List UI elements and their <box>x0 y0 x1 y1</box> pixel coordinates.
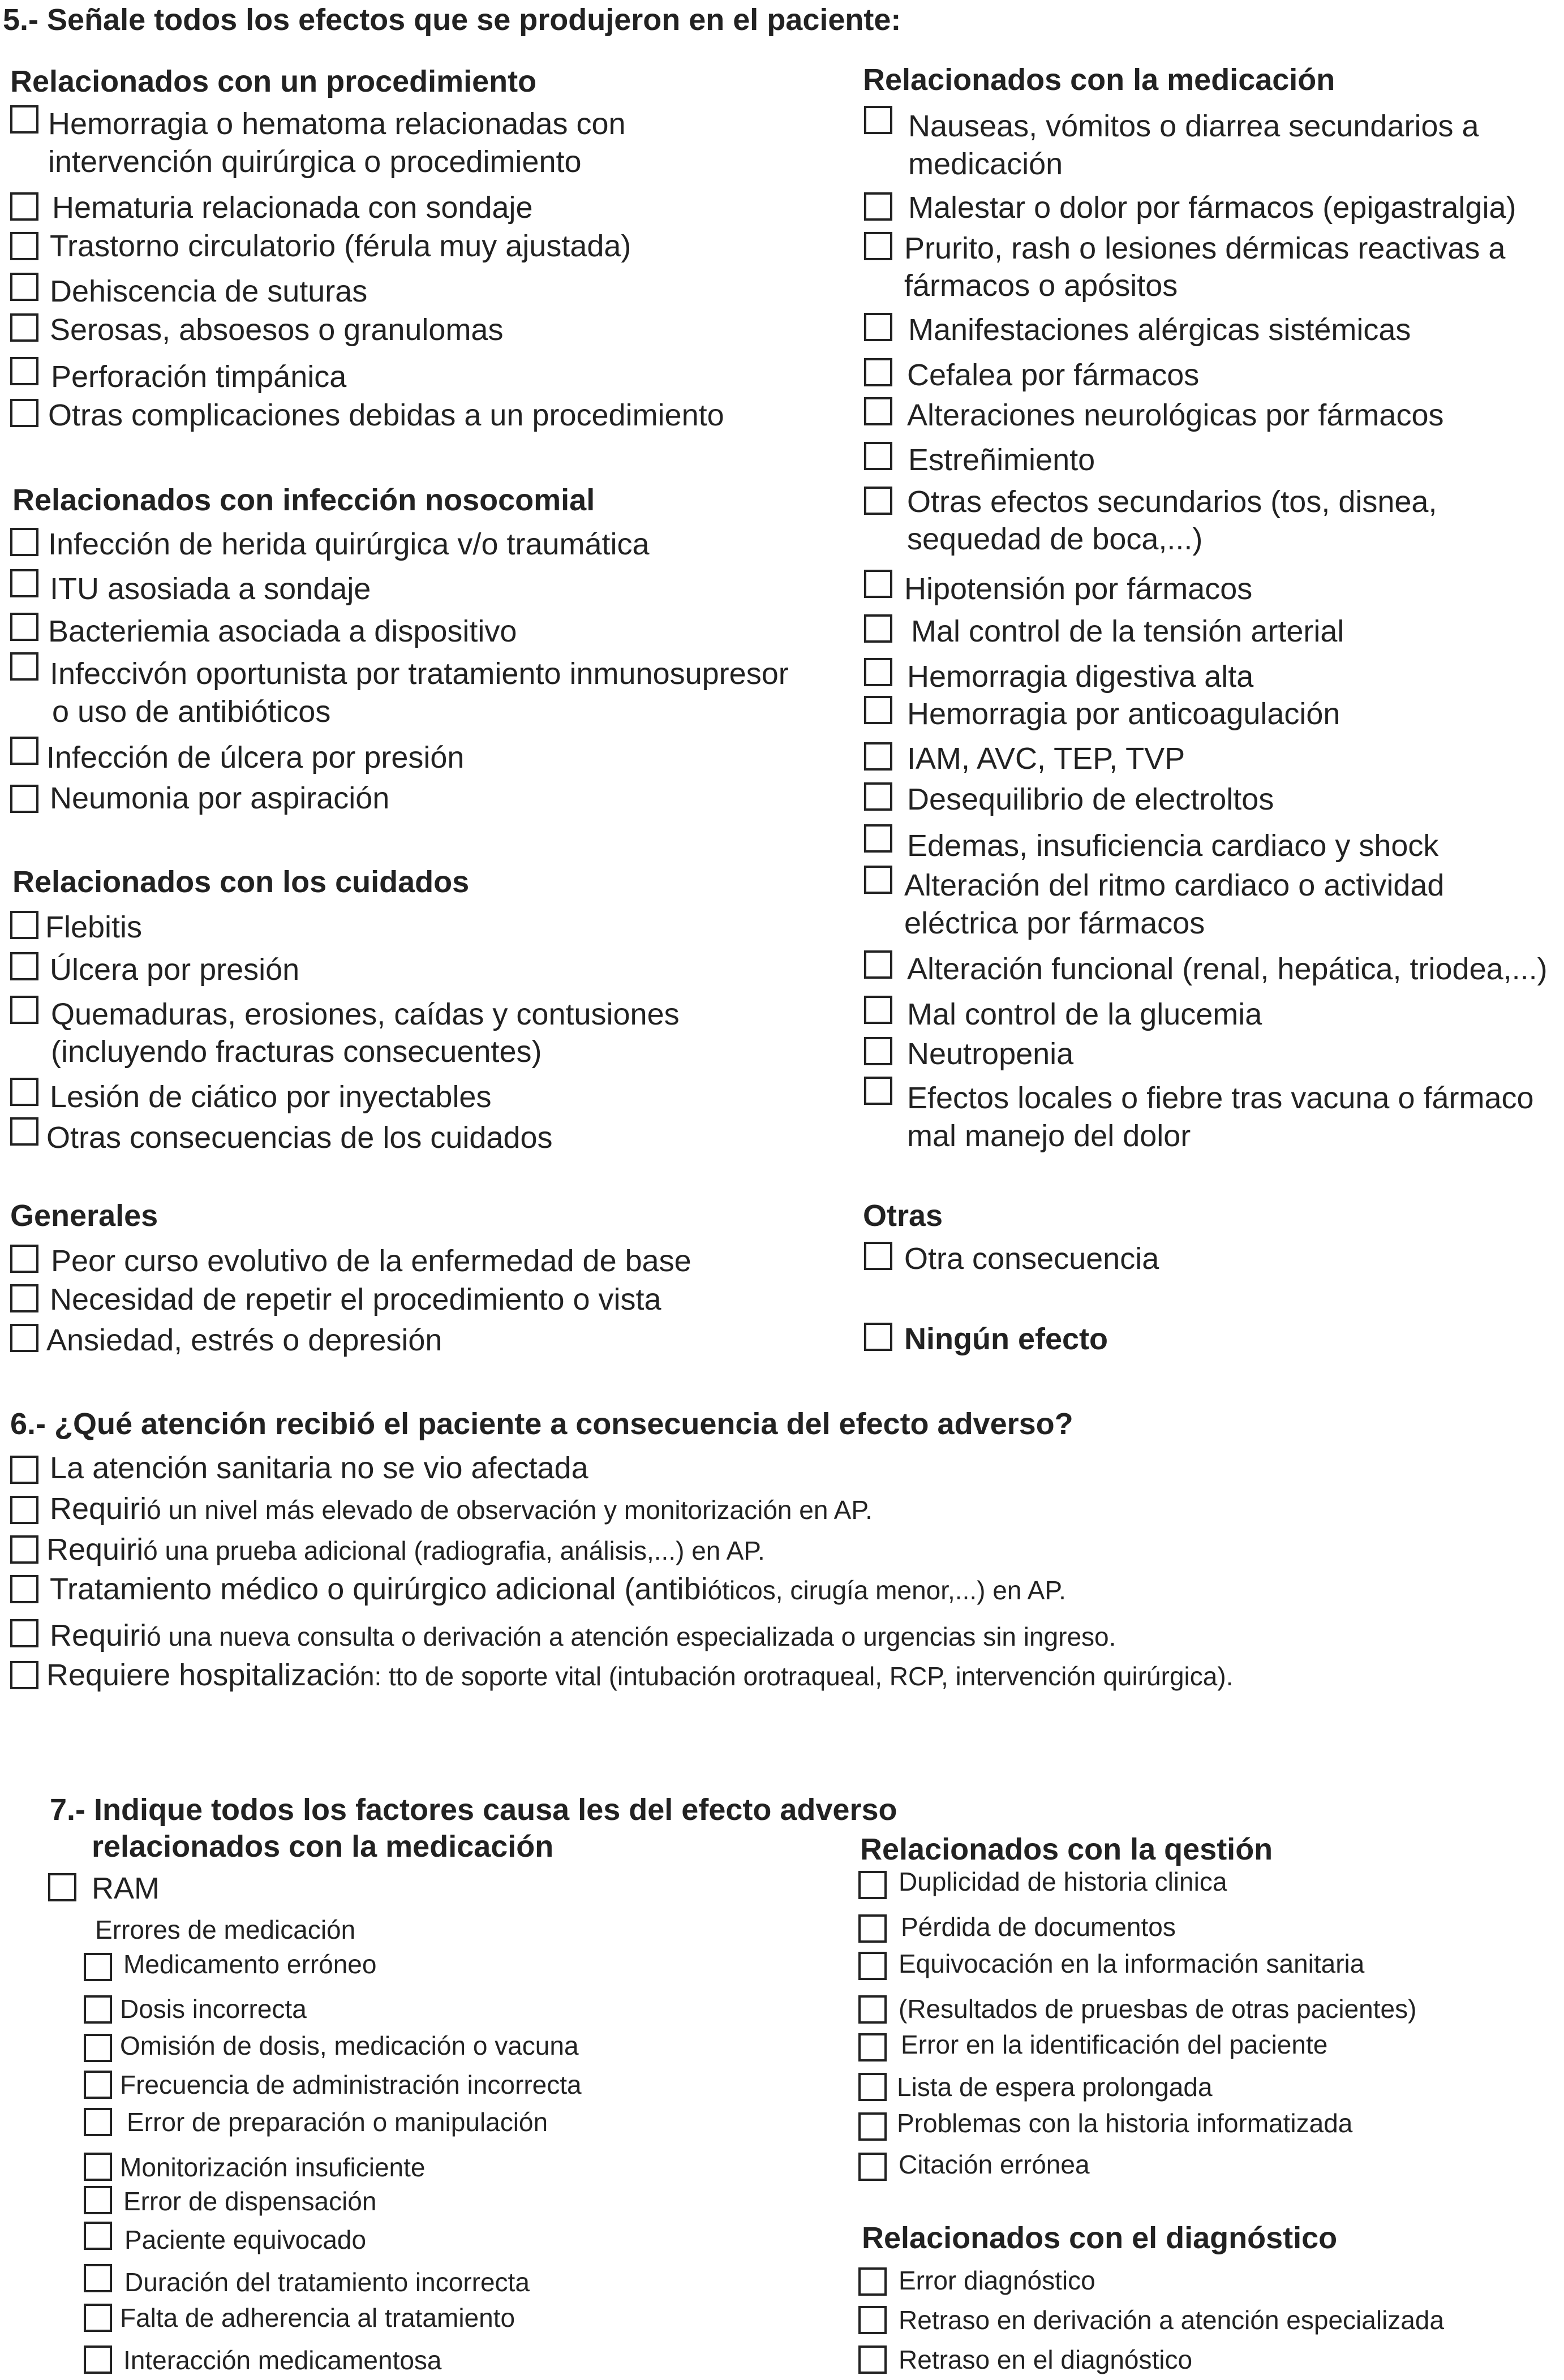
option-label: Citación errónea <box>899 2150 1090 2179</box>
checkbox[interactable] <box>10 911 38 939</box>
checkbox[interactable] <box>10 399 38 427</box>
option-label: Bacteriemia asociada a dispositivo <box>48 614 517 648</box>
section-otras: Otras <box>863 1199 943 1233</box>
option-label: fármacos o apósitos <box>904 269 1178 303</box>
option-label: Desequilibrio de electroltos <box>907 782 1274 816</box>
option-label: Dehiscencia de suturas <box>50 274 368 308</box>
option-label: Retraso en derivación a atención especializada <box>899 2305 1445 2335</box>
option-label: Flebitis <box>45 910 143 944</box>
option-label: Lesión de ciático por inyectables <box>50 1080 492 1114</box>
option-label: Requiere hospitalización: tto de soporte vital (intubación orotraqueal, RCP, intervención quirúrgica). <box>46 1658 1234 1692</box>
checkbox[interactable] <box>10 652 38 681</box>
option-label: Neumonia por aspiración <box>50 781 390 815</box>
option-label: Infección de úlcera por presión <box>46 741 465 774</box>
checkbox[interactable] <box>864 866 892 894</box>
checkbox[interactable] <box>10 952 38 980</box>
option-label: Infección de herida quirúrgica v/o traumática <box>48 527 650 561</box>
option-label: Mal control de la glucemia <box>907 997 1262 1031</box>
checkbox[interactable] <box>864 1077 892 1105</box>
section-generales: Generales <box>10 1199 158 1233</box>
checkbox[interactable] <box>10 192 38 221</box>
option-label: mal manejo del dolor <box>907 1119 1191 1153</box>
checkbox[interactable] <box>10 273 38 301</box>
checkbox[interactable] <box>864 232 892 260</box>
checkbox[interactable] <box>864 106 892 134</box>
option-label: Equivocación en la información sanitaria <box>899 1949 1365 1978</box>
checkbox[interactable] <box>10 1575 38 1603</box>
q5-title: 5.- Señale todos los efectos que se produjeron en el paciente: <box>3 3 901 37</box>
checkbox[interactable] <box>858 2153 887 2181</box>
checkbox[interactable] <box>864 313 892 341</box>
option-label: Malestar o dolor por fármacos (epigastralgia) <box>908 191 1516 225</box>
checkbox[interactable] <box>858 1995 887 2024</box>
checkbox[interactable] <box>864 442 892 470</box>
checkbox[interactable] <box>10 528 38 556</box>
option-label: Requirió un nivel más elevado de observación y monitorización en AP. <box>50 1492 873 1526</box>
checkbox[interactable] <box>84 2071 112 2099</box>
option-label: Neutropenia <box>907 1037 1074 1071</box>
checkbox[interactable] <box>10 1117 38 1146</box>
option-label: Hemorragia digestiva alta <box>907 660 1254 694</box>
checkbox[interactable] <box>10 1245 38 1273</box>
option-label: Interacción medicamentosa <box>123 2345 442 2375</box>
checkbox[interactable] <box>10 1496 38 1524</box>
option-label: Serosas, absoesos o granulomas <box>50 313 504 347</box>
section-medicacion: Relacionados con la medicación <box>863 63 1335 97</box>
checkbox[interactable] <box>84 2186 112 2214</box>
q6-title: 6.- ¿Qué atención recibió el paciente a consecuencia del efecto adverso? <box>10 1407 1073 1441</box>
checkbox[interactable] <box>10 1456 38 1484</box>
option-label: Frecuencia de administración incorrecta <box>120 2070 582 2099</box>
option-label: Manifestaciones alérgicas sistémicas <box>908 313 1411 347</box>
option-label: Alteración del ritmo cardiaco o actividad <box>904 868 1445 902</box>
option-label: Retraso en el diagnóstico <box>899 2345 1193 2374</box>
checkbox[interactable] <box>10 1284 38 1312</box>
checkbox[interactable] <box>10 569 38 597</box>
option-label: Requirió una nueva consulta o derivación a atención especializada o urgencias sin ingreso. <box>50 1619 1116 1652</box>
section-gestion: Relacionados con la qestión <box>860 1832 1273 1866</box>
option-label: Prurito, rash o lesiones dérmicas reactivas a <box>904 231 1506 265</box>
checkbox[interactable] <box>858 2073 887 2101</box>
checkbox[interactable] <box>48 1873 76 1901</box>
checkbox[interactable] <box>858 1952 887 1980</box>
option-label: Mal control de la tensión arterial <box>911 614 1344 648</box>
checkbox[interactable] <box>864 782 892 811</box>
option-label: Paciente equivocado <box>124 2225 367 2254</box>
checkbox[interactable] <box>864 696 892 724</box>
option-label: ITU asosiada a sondaje <box>50 572 371 606</box>
checkbox[interactable] <box>864 950 892 979</box>
checkbox[interactable] <box>10 357 38 385</box>
option-label: Cefalea por fármacos <box>907 358 1200 392</box>
checkbox[interactable] <box>84 2153 112 2181</box>
option-label: Falta de adherencia al tratamiento <box>120 2303 515 2332</box>
checkbox[interactable] <box>10 996 38 1024</box>
checkbox[interactable] <box>84 2304 112 2332</box>
option-label: Úlcera por presión <box>50 953 300 987</box>
checkbox[interactable] <box>858 2267 887 2296</box>
option-label: intervención quirúrgica o procedimiento <box>48 145 582 179</box>
option-label: Perforación timpánica <box>51 360 347 394</box>
option-label: Otras consecuencias de los cuidados <box>46 1121 553 1155</box>
q7-title-2: relacionados con la medicación <box>92 1830 554 1863</box>
checkbox[interactable] <box>864 570 892 598</box>
checkbox[interactable] <box>864 614 892 643</box>
section-procedimiento: Relacionados con un procedimiento <box>10 64 537 98</box>
option-label: Requirió una prueba adicional (radiografia, análisis,...) en AP. <box>46 1533 765 1566</box>
option-label: La atención sanitaria no se vio afectada <box>50 1451 588 1485</box>
option-label: Pérdida de documentos <box>901 1912 1176 1942</box>
section-cuidados: Relacionados con los cuidados <box>12 865 470 899</box>
option-label: Estreñimiento <box>908 443 1095 477</box>
option-label: sequedad de boca,...) <box>907 522 1203 556</box>
option-label: (Resultados de pruesbas de otras pacientes) <box>899 1994 1417 2024</box>
checkbox[interactable] <box>864 192 892 221</box>
checkbox[interactable] <box>864 742 892 771</box>
option-label: Infeccivón oportunista por tratamiento inmunosupresor <box>50 657 789 691</box>
checkbox[interactable] <box>858 2345 887 2374</box>
checkbox[interactable] <box>864 996 892 1024</box>
option-label: Dosis incorrecta <box>120 1994 307 2024</box>
checkbox[interactable] <box>864 397 892 425</box>
checkbox[interactable] <box>10 1078 38 1106</box>
checkbox[interactable] <box>10 313 38 342</box>
checkbox[interactable] <box>10 1619 38 1647</box>
subheading-errores: Errores de medicación <box>95 1915 356 1944</box>
option-label: IAM, AVC, TEP, TVP <box>907 742 1185 776</box>
checkbox[interactable] <box>864 824 892 853</box>
checkbox[interactable] <box>10 737 38 765</box>
option-label: Omisión de dosis, medicación o vacuna <box>120 2031 579 2060</box>
checkbox[interactable] <box>864 1242 892 1270</box>
option-label: Problemas con la historia informatizada <box>897 2108 1353 2138</box>
option-label: Nauseas, vómitos o diarrea secundarios a <box>908 109 1479 143</box>
checkbox[interactable] <box>864 1037 892 1065</box>
checkbox[interactable] <box>84 2264 112 2292</box>
option-label: Necesidad de repetir el procedimiento o vista <box>50 1282 661 1316</box>
option-label: Lista de espera prolongada <box>897 2072 1213 2102</box>
option-label: Alteración funcional (renal, hepática, triodea,...) <box>907 952 1548 986</box>
option-label: Hematuria relacionada con sondaje <box>52 191 533 225</box>
option-label: Alteraciones neurológicas por fármacos <box>907 398 1444 432</box>
option-label: Medicamento erróneo <box>123 1949 377 1979</box>
option-label: Error de dispensación <box>123 2187 377 2216</box>
checkbox[interactable] <box>84 2222 112 2250</box>
option-label: Error de preparación o manipulación <box>127 2107 548 2137</box>
option-label: o uso de antibióticos <box>52 695 331 729</box>
checkbox[interactable] <box>10 232 38 260</box>
checkbox[interactable] <box>10 105 38 134</box>
checkbox[interactable] <box>858 1914 887 1943</box>
option-label: Error en la identificación del paciente <box>901 2030 1328 2059</box>
option-label: Error diagnóstico <box>899 2266 1095 2295</box>
checkbox[interactable] <box>84 2345 112 2374</box>
option-label: Duración del tratamiento incorrecta <box>124 2267 530 2297</box>
checkbox[interactable] <box>858 2112 887 2141</box>
option-label: Otras efectos secundarios (tos, disnea, <box>907 485 1437 519</box>
checkbox[interactable] <box>10 785 38 813</box>
section-diagnostico: Relacionados con el diagnóstico <box>862 2221 1338 2255</box>
option-label: Otras complicaciones debidas a un procedimiento <box>48 398 724 432</box>
option-label: Tratamiento médico o quirúrgico adicional (antibióticos, cirugía menor,...) en AP. <box>50 1572 1066 1606</box>
option-label: Quemaduras, erosiones, caídas y contusiones <box>51 997 680 1031</box>
checkbox[interactable] <box>84 2034 112 2062</box>
option-label: Edemas, insuficiencia cardiaco y shock <box>907 829 1439 863</box>
option-label: Hemorragia o hematoma relacionadas con <box>48 107 626 141</box>
option-label: Ningún efecto <box>904 1322 1108 1356</box>
checkbox[interactable] <box>10 613 38 641</box>
option-label: Trastorno circulatorio (férula muy ajustada) <box>50 229 631 263</box>
checkbox[interactable] <box>84 1995 112 2024</box>
checkbox[interactable] <box>10 1324 38 1352</box>
section-infeccion: Relacionados con infección nosocomial <box>12 483 595 517</box>
option-label: RAM <box>92 1871 160 1905</box>
option-label: Otra consecuencia <box>904 1242 1159 1276</box>
checkbox[interactable] <box>10 1661 38 1689</box>
option-label: Efectos locales o fiebre tras vacuna o fármaco <box>907 1081 1534 1115</box>
q7-title: 7.- Indique todos los factores causa les del efecto adverso <box>50 1793 897 1827</box>
option-label: Peor curso evolutivo de la enfermedad de base <box>51 1244 691 1278</box>
option-label: medicación <box>908 147 1063 181</box>
option-label: Monitorización insuficiente <box>120 2153 426 2182</box>
checkbox[interactable] <box>858 2306 887 2334</box>
checkbox[interactable] <box>84 2108 112 2136</box>
option-label: eléctrica por fármacos <box>904 906 1205 940</box>
checkbox[interactable] <box>864 1323 892 1351</box>
option-label: Ansiedad, estrés o depresión <box>46 1323 442 1357</box>
option-label: Hipotensión por fármacos <box>904 572 1253 606</box>
option-label: Hemorragia por anticoagulación <box>907 697 1340 731</box>
checkbox[interactable] <box>84 1953 112 1981</box>
checkbox[interactable] <box>858 2033 887 2061</box>
checkbox[interactable] <box>864 358 892 386</box>
option-label: Duplicidad de historia clinica <box>899 1867 1227 1896</box>
option-label: (incluyendo fracturas consecuentes) <box>51 1035 542 1069</box>
checkbox[interactable] <box>864 487 892 515</box>
checkbox[interactable] <box>858 1871 887 1899</box>
checkbox[interactable] <box>10 1535 38 1564</box>
checkbox[interactable] <box>864 658 892 686</box>
